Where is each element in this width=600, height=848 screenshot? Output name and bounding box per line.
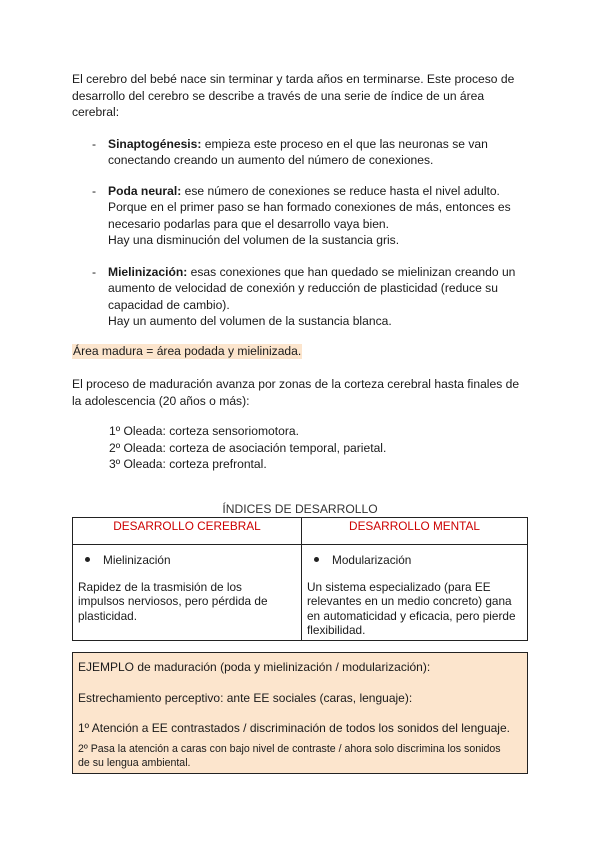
- table-title: ÍNDICES DE DESARROLLO: [222, 502, 378, 516]
- cell-line: plasticidad.: [78, 608, 138, 623]
- development-index-table: [72, 517, 528, 641]
- intro-line: desarrollo del cerebro se describe a través de una serie de índice de un área: [72, 88, 485, 103]
- header-desarrollo-mental: DESARROLLO MENTAL: [302, 518, 528, 545]
- bullet-text: esas conexiones que han quedado se mielinizan creando un: [187, 265, 516, 279]
- bullet-text: Hay un aumento del volumen de la sustancia blanca.: [108, 313, 392, 328]
- cell-line: en automaticidad y eficacia, pero pierde: [307, 608, 516, 623]
- bullet-dash: -: [92, 137, 97, 151]
- bullet-text: conectando creando un aumento del número de conexiones.: [108, 153, 434, 168]
- bullet-term: Sinaptogénesis:: [108, 137, 202, 151]
- cell-cerebral: [73, 545, 302, 641]
- cell-line: Rapidez de la trasmisión de los: [78, 580, 242, 594]
- bullet-text: necesario podarlas para que el desarrollo vaya bien.: [108, 216, 390, 231]
- bullet-text: Porque en el primer paso se han formado conexiones de más, entonces es: [108, 200, 511, 215]
- cell-line: flexibilidad.: [307, 622, 366, 637]
- example-box: [72, 652, 528, 774]
- intro-line: El cerebro del bebé nace sin terminar y tarda años en terminarse. Este proceso de: [72, 72, 515, 86]
- example-line: de su lengua ambiental.: [78, 757, 191, 769]
- bullet-text: Hay una disminución del volumen de la sustancia gris.: [108, 232, 400, 247]
- cell-bullet-label: Mielinización: [103, 553, 171, 567]
- bullet-text: aumento de velocidad de conexión y reducción de plasticidad (reduce su: [108, 281, 498, 296]
- oleada-item: 2º Oleada: corteza de asociación temporal, parietal.: [109, 440, 387, 455]
- bullet-dash: -: [92, 184, 97, 198]
- cell-line: Un sistema especializado (para EE: [307, 580, 491, 594]
- example-title: EJEMPLO de maduración (poda y mielinización / modularización):: [78, 660, 431, 674]
- bullet-term: Mielinización:: [108, 265, 188, 279]
- cell-bullet-label: Modularización: [332, 553, 412, 567]
- header-desarrollo-cerebral: DESARROLLO CEREBRAL: [73, 518, 302, 545]
- bullet-text: empieza este proceso en el que las neuronas se van: [201, 137, 488, 151]
- intro-line: cerebral:: [72, 105, 120, 119]
- highlighted-definition: Área madura = área podada y mielinizada.: [73, 344, 302, 358]
- oleadas-list: [109, 423, 386, 473]
- example-line: Estrechamiento perceptivo: ante EE sociales (caras, lenguaje):: [78, 691, 413, 705]
- bullet-dot-icon: [314, 557, 319, 562]
- intro-paragraph: [72, 71, 532, 121]
- bullet-dash: -: [92, 265, 97, 279]
- bullet-term: Poda neural:: [108, 184, 182, 198]
- bullet-text: capacidad de cambio).: [108, 297, 230, 312]
- bullet-text: ese número de conexiones se reduce hasta el nivel adulto.: [181, 184, 500, 198]
- bullet-dot-icon: [85, 557, 90, 562]
- oleada-item: 1º Oleada: corteza sensoriomotora.: [109, 424, 299, 438]
- cell-mental: [302, 545, 528, 641]
- example-line: 2º Pasa la atención a caras con bajo nivel de contraste / ahora solo discrimina los sonidos: [78, 743, 501, 755]
- process-line: El proceso de maduración avanza por zonas de la corteza cerebral hasta finales de: [72, 377, 520, 391]
- example-line: 1º Atención a EE contrastados / discriminación de todos los sonidos del lenguaje.: [78, 721, 510, 735]
- process-paragraph: [72, 376, 532, 409]
- cell-line: impulsos nerviosos, pero pérdida de: [78, 594, 268, 609]
- process-line: la adolescencia (20 años o más):: [72, 393, 250, 408]
- oleada-item: 3º Oleada: corteza prefrontal.: [109, 457, 267, 472]
- cell-line: relevantes en un medio concreto) gana: [307, 594, 512, 609]
